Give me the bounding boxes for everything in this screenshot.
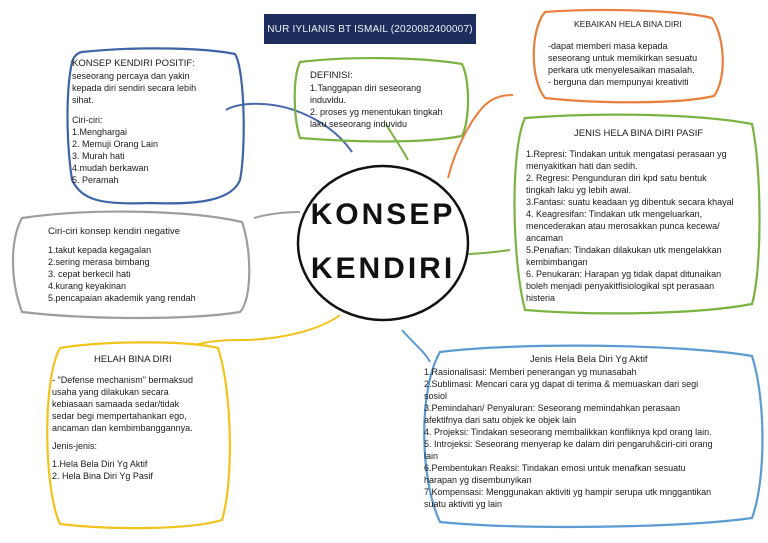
kebaikan-content [548, 18, 697, 88]
definisi-item: laku seseorang induvidu [310, 119, 408, 129]
center-title-line1: KONSEP [310, 198, 456, 231]
kebaikan-title: KEBAIKAN HELA BINA DIRI [574, 19, 682, 29]
aktif-item: 4. Projeksi: Tindakan seseorang membalikkan konfliknya kpd orang lain. [424, 427, 712, 437]
helah-desc-line: ancaman dan kembimbanggannya. [52, 423, 193, 433]
negative-item: 2.sering merasa bimbang [48, 257, 150, 267]
helah-jenis-title: Jenis-jenis: [52, 441, 98, 451]
pasif-item: menyakitkan hati dan sedih. [526, 161, 638, 171]
negative-content [48, 226, 196, 304]
positif-item: 5. Peramah [72, 175, 119, 185]
aktif-item: suatu aktiviti yg lain [424, 499, 503, 509]
center-title-line2: KENDIRI [310, 252, 456, 285]
aktif-content [424, 354, 713, 510]
positif-desc-line: kepada diri sendiri secara lebih [72, 83, 197, 93]
pasif-item: 4. Keagresifan: Tindakan utk mengeluarkan, [526, 209, 703, 219]
definisi-item: 2. proses yg menentukan tingkah [310, 107, 443, 117]
pasif-item: 3.Fantasi: suatu keadaan yg dibentuk secara khayal [526, 197, 734, 207]
aktif-title: Jenis Hela Bela Diri Yg Aktif [530, 354, 648, 365]
negative-item: 3. cepat berkecil hati [48, 269, 131, 279]
positif-ciri-title: Ciri-ciri: [72, 115, 103, 125]
positif-item: 2. Memuji Orang Lain [72, 139, 159, 149]
aktif-item: 3.Pemindahan/ Penyaluran: Seseorang memindahkan perasaan [424, 403, 681, 413]
helah-item: 1.Hela Bela Diri Yg Aktif [52, 459, 148, 469]
author-name: NUR IYLIANIS BT ISMAIL (2020082400007) [267, 23, 473, 35]
author-banner [264, 14, 476, 44]
positif-content [72, 58, 196, 186]
definisi-title: DEFINISI: [310, 70, 353, 81]
pasif-content [526, 128, 734, 304]
aktif-item: 7.Kompensasi: Menggunakan aktiviti yg hampir serupa utk mnggantikan [424, 487, 712, 497]
pasif-title: JENIS HELA BINA DIRI PASIF [574, 128, 704, 139]
pasif-item: histeria [526, 293, 556, 303]
helah-desc-line: - "Defense mechanism" bermaksud [52, 375, 193, 385]
definisi-item: induvidu. [310, 95, 347, 105]
kebaikan-item: seseorang untuk memikirkan sesuatu [548, 53, 698, 63]
negative-item: 1.takut kepada kegagalan [48, 245, 152, 255]
aktif-item: sosiol [424, 391, 448, 401]
helah-desc-line: kebiasaan samaada sedar/tidak [52, 399, 180, 409]
kebaikan-item: perkara utk menyelesaikan masalah. [548, 65, 695, 75]
positif-item: 1.Menghargai [72, 127, 128, 137]
negative-item: 5.pencapaian akademik yang rendah [48, 293, 196, 303]
kebaikan-item: -dapat memberi masa kepada [548, 41, 668, 51]
kebaikan-item: - berguna dan mempunyai kreativiti [548, 77, 689, 87]
helah-item: 2. Hela Bina Diri Yg Pasif [52, 471, 153, 481]
pasif-item: kembimbangan [526, 257, 588, 267]
positif-item: 4.mudah berkawan [72, 163, 149, 173]
pasif-item: 2. Regresi: Pengunduran diri kpd satu bentuk [526, 173, 707, 183]
connector-negative [254, 212, 300, 218]
pasif-item: tingkah laku yg lebih awal. [526, 185, 632, 195]
helah-desc-line: usaha yang dilakukan secara [52, 387, 169, 397]
aktif-item: 6.Pembentukan Reaksi: Tindakan emosi untuk menafkan sesuatu [424, 463, 686, 473]
negative-title: Ciri-ciri konsep kendiri negative [48, 226, 180, 237]
connector-pasif [465, 250, 510, 254]
positif-desc-line: sihat. [72, 95, 94, 105]
positif-item: 3. Murah hati [72, 151, 125, 161]
aktif-item: 1.Rasionalisasi: Memberi penerangan yg munasabah [424, 367, 637, 377]
positif-title: KONSEP KENDIRI POSITIF: [72, 58, 195, 69]
aktif-item: harapan yg disembunyikan [424, 475, 532, 485]
pasif-item: boleh menjadi penyakitfisiologikal spt perasaan [526, 281, 715, 291]
helah-title: HELAH BINA DIRI [94, 354, 172, 365]
aktif-item: lain [424, 451, 439, 461]
center-title [298, 188, 468, 296]
aktif-item: 5. Introjeksi: Seseorang menyerap ke dalam diri pengaruh&ciri-ciri orang [424, 439, 713, 449]
definisi-item: 1.Tanggapan diri seseorang [310, 83, 422, 93]
helah-content [52, 354, 193, 482]
connector-helah [195, 315, 340, 345]
pasif-item: 6. Penukaran: Harapan yg tidak dapat ditunaikan [526, 269, 722, 279]
pasif-item: ancaman [526, 233, 564, 243]
helah-desc-line: sedar begi mempertahankan ego, [52, 411, 187, 421]
positif-desc-line: seseorang percaya dan yakin [72, 71, 190, 81]
aktif-item: afektifnya dari satu objek ke objek lain [424, 415, 577, 425]
aktif-item: 2.Sublimasi: Mencari cara yg dapat di terima & memuaskan dari segi [424, 379, 699, 389]
pasif-item: 5.Penafian: Tindakan dilakukan utk mengelakkan [526, 245, 722, 255]
negative-item: 4.kurang keyakinan [48, 281, 127, 291]
pasif-item: 1.Represi: Tindakan untuk mengatasi perasaan yg [526, 149, 727, 159]
pasif-item: mencederakan atau merosakkan punca kecewa/ [526, 221, 720, 231]
definisi-content [310, 70, 443, 130]
